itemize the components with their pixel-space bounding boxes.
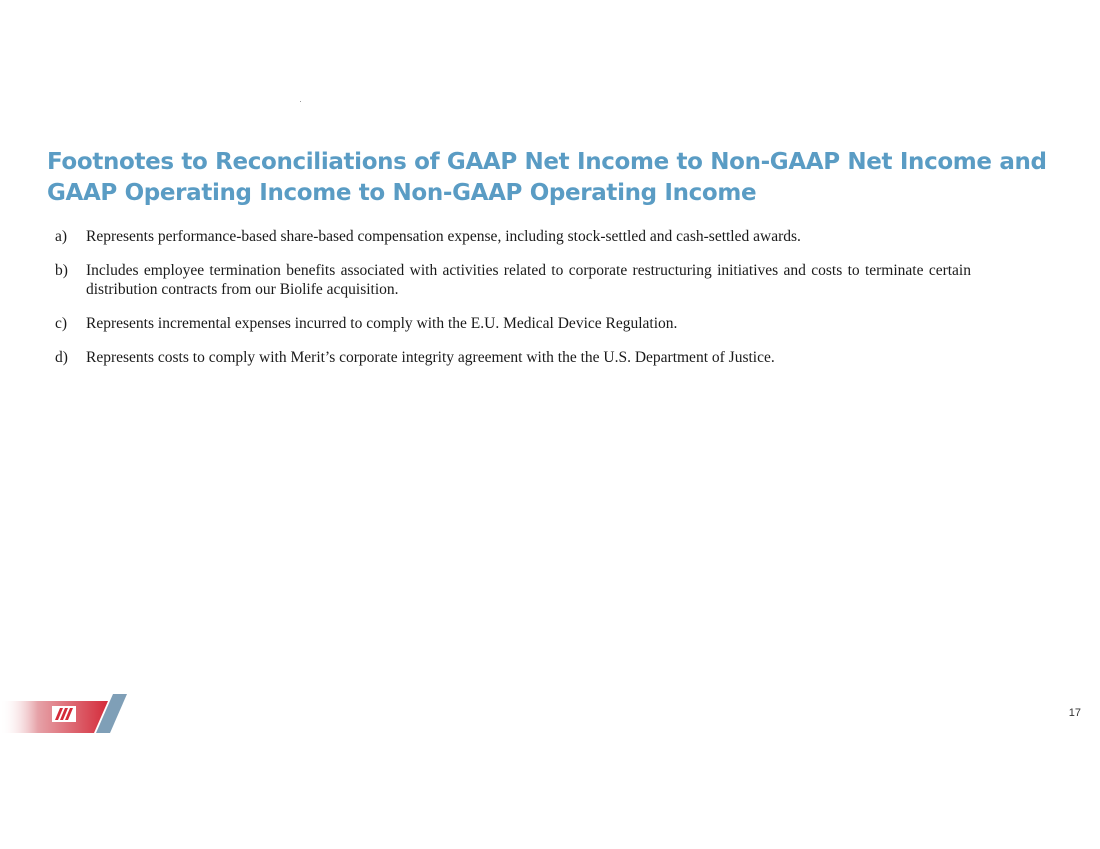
page-title-line-2: GAAP Operating Income to Non-GAAP Operating Income [47,180,757,206]
footnote-item-d [55,348,971,367]
brand-bar [0,693,130,735]
merit-medical-logo-icon [52,706,76,722]
footnote-item-b [55,261,971,299]
footnote-text: Represents costs to comply with Merit’s corporate integrity agreement with the the U.S. Department of Justice. [86,349,775,366]
footnote-text: Represents incremental expenses incurred to comply with the E.U. Medical Device Regulation. [86,315,678,332]
footnote-marker: b) [55,262,68,279]
footnotes-list [55,227,971,382]
stray-mark [300,101,301,102]
footnote-marker: d) [55,349,68,366]
page-number: 17 [1068,707,1081,719]
footnote-marker: c) [55,315,68,332]
page-title [47,147,1047,209]
footnote-text: Includes employee termination benefits associated with activities related to corporate restructuring initiatives and costs to terminate certain distribution contracts from our Biolife acquisition. [86,262,971,298]
footnote-text: Represents performance-based share-based compensation expense, including stock-settled and cash-settled awards. [86,228,801,245]
page-title-line-1: Footnotes to Reconciliations of GAAP Net Income to Non-GAAP Net Income and [47,149,1047,175]
footnote-item-a [55,227,971,246]
footnote-marker: a) [55,228,68,245]
footnote-item-c [55,314,971,333]
